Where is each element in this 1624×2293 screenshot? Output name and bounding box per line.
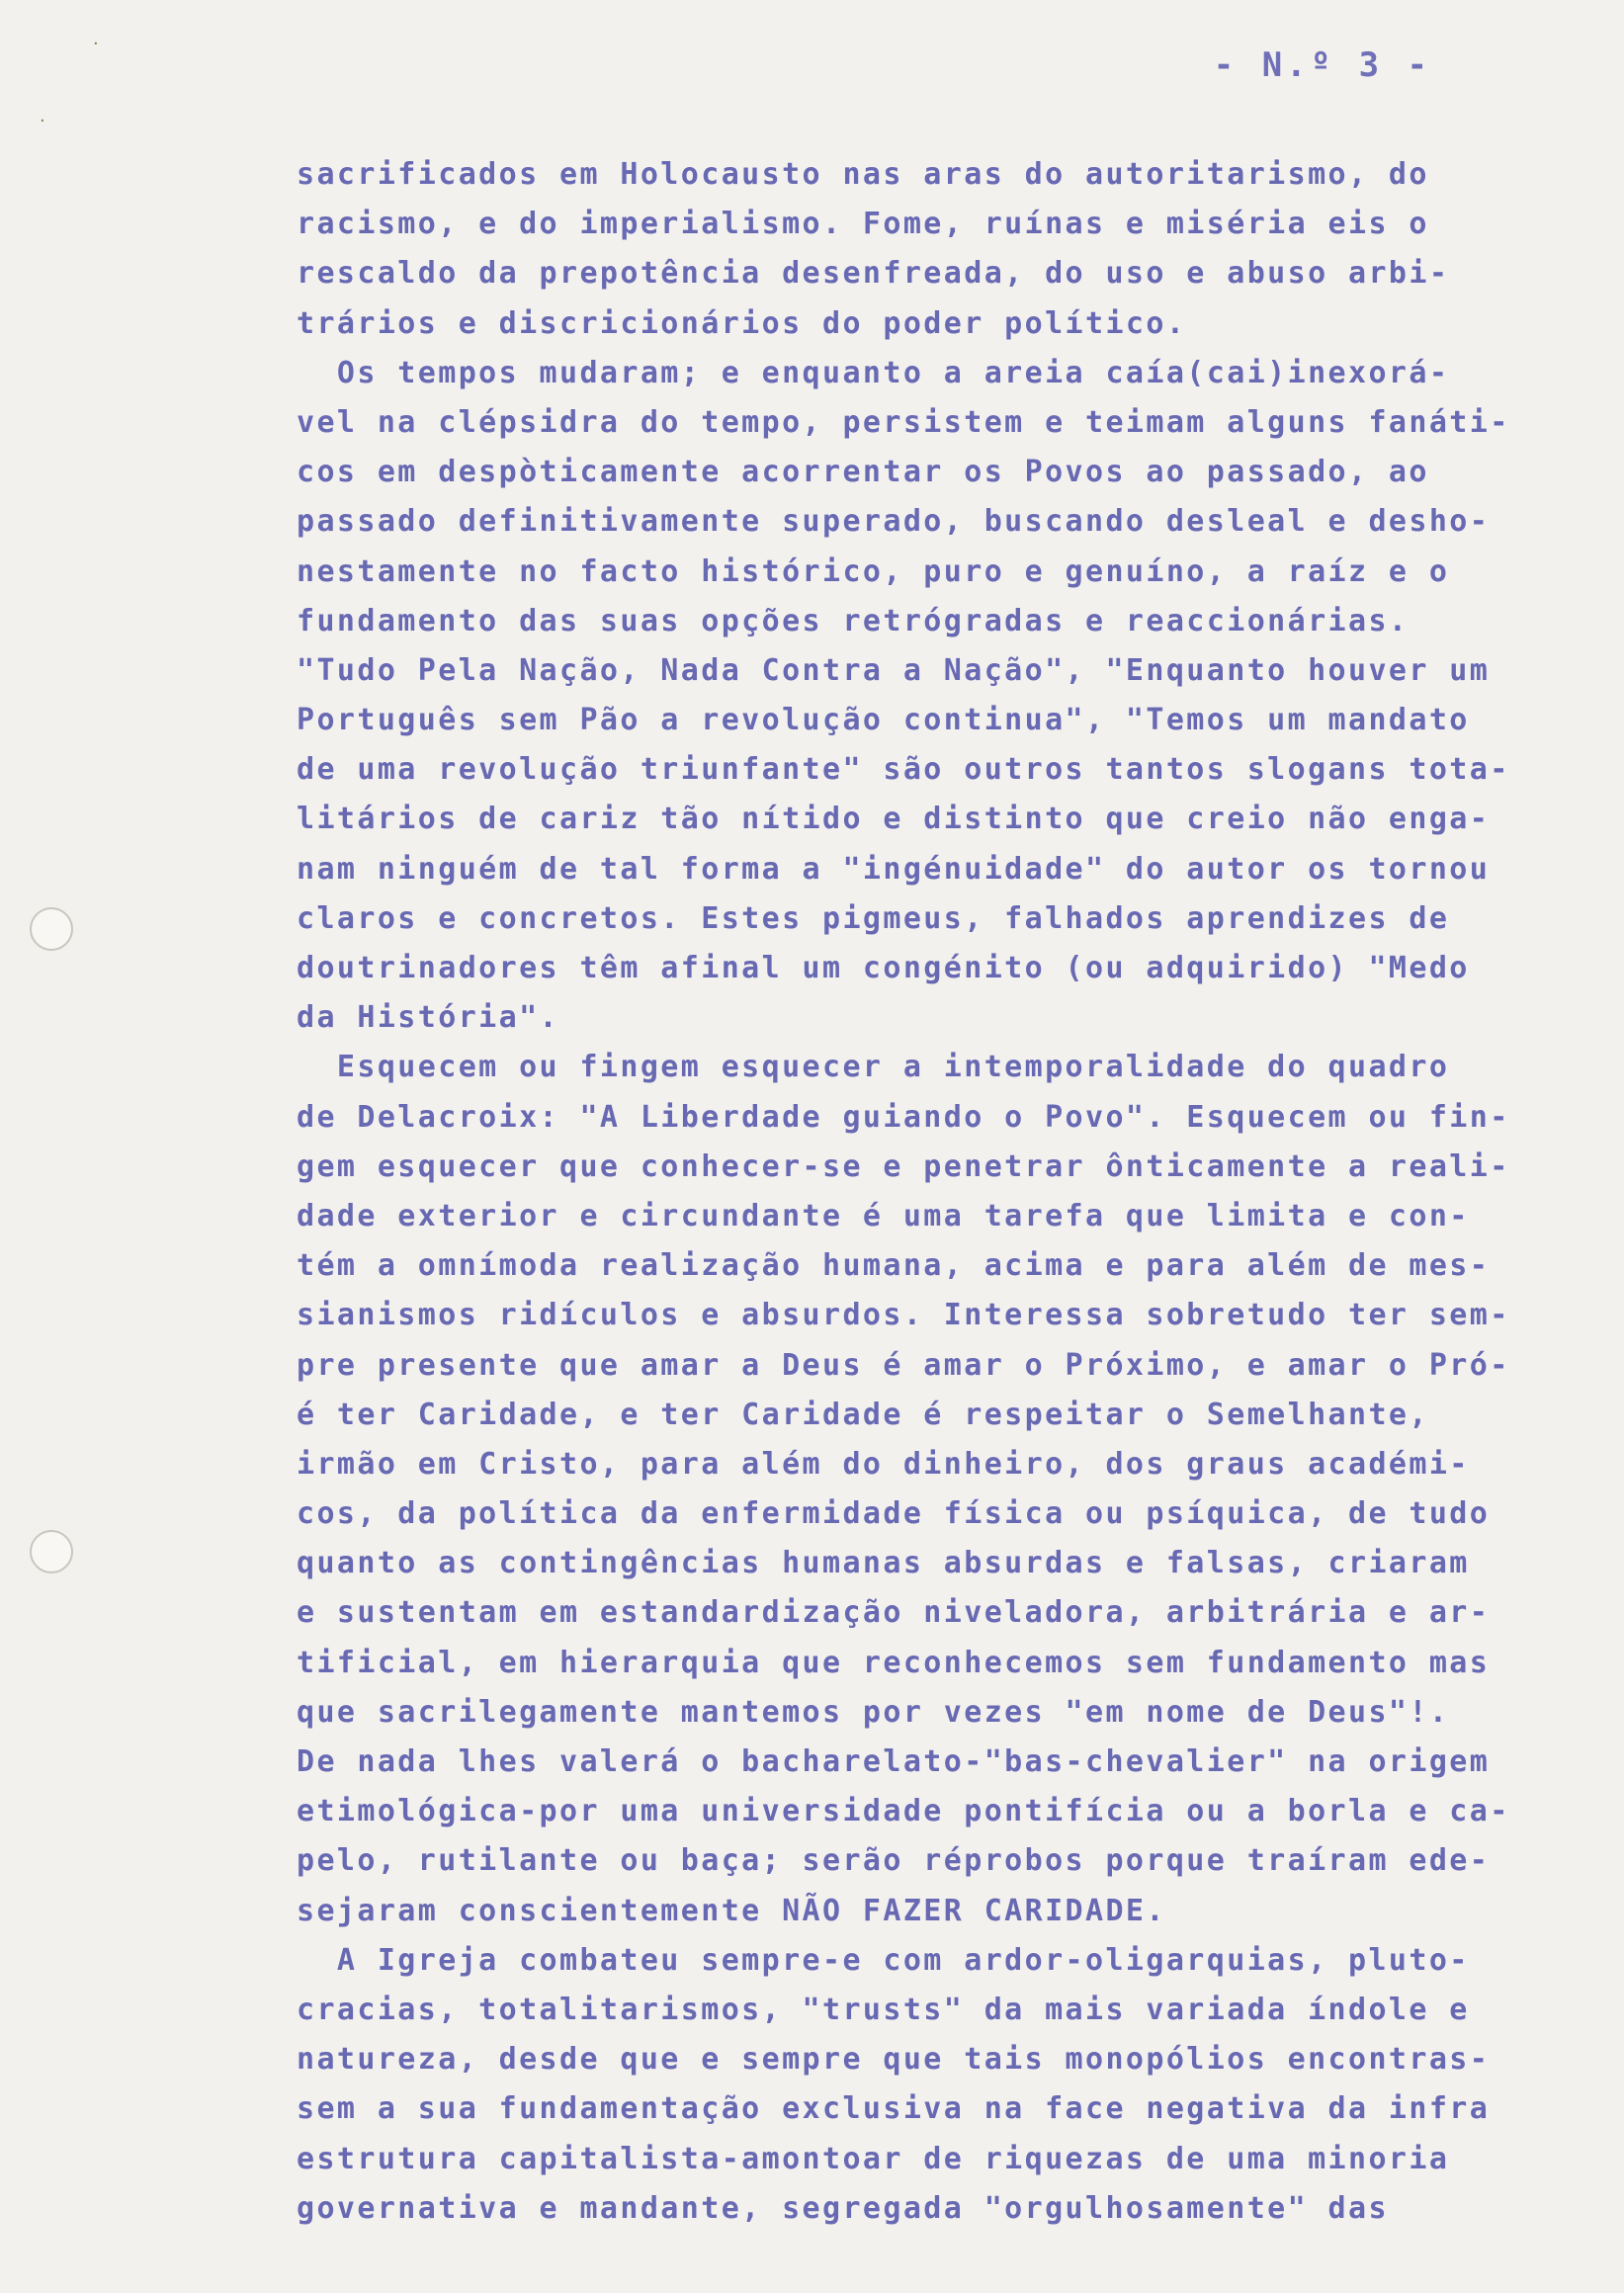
text-line: racismo, e do imperialismo. Fome, ruínas e miséria eis o xyxy=(297,207,1429,242)
text-line: trários e discricionários do poder político. xyxy=(297,305,1187,341)
text-line: rescaldo da prepotência desenfreada, do uso e abuso arbi- xyxy=(297,256,1450,292)
text-line: vel na clépsidra do tempo, persistem e teimam alguns fanáti- xyxy=(297,404,1510,440)
text-line: é ter Caridade, e ter Caridade é respeitar o Semelhante, xyxy=(297,1397,1429,1432)
text-line: Os tempos mudaram; e enquanto a areia caía(cai)inexorá- xyxy=(297,355,1450,390)
text-line: sacrificados em Holocausto nas aras do autoritarismo, do xyxy=(297,157,1429,192)
text-line: Português sem Pão a revolução continua", "Temos um mandato xyxy=(297,703,1470,738)
text-line: fundamento das suas opções retrógradas e reaccionárias. xyxy=(297,603,1410,638)
text-line: natureza, desde que e sempre que tais monopólios encontras- xyxy=(297,2042,1491,2078)
text-line: passado definitivamente superado, buscando desleal e desho- xyxy=(297,504,1491,540)
text-line: sem a sua fundamentação exclusiva na face negativa da infra xyxy=(297,2091,1491,2127)
punch-hole xyxy=(30,1530,73,1573)
paper-speck: · xyxy=(93,34,99,54)
text-line: tificial, em hierarquia que reconhecemos sem fundamento mas xyxy=(297,1645,1491,1680)
punch-hole xyxy=(30,907,73,951)
text-line: doutrinadores têm afinal um congénito (ou adquirido) "Medo xyxy=(297,951,1470,985)
text-line: litários de cariz tão nítido e distinto que creio não enga- xyxy=(297,802,1491,837)
typescript-body xyxy=(297,150,1512,2234)
page-number: - N.º 3 - xyxy=(1213,45,1431,85)
text-line: estrutura capitalista-amontoar de riquezas de uma minoria xyxy=(297,2141,1450,2176)
text-line: pelo, rutilante ou baça; serão réprobos porque traíram ede- xyxy=(297,1843,1491,1879)
text-line: nestamente no facto histórico, puro e genuíno, a raíz e o xyxy=(297,553,1450,589)
text-line: irmão em Cristo, para além do dinheiro, dos graus académi- xyxy=(297,1446,1470,1482)
text-line: De nada lhes valerá o bacharelato-"bas-chevalier" na origem xyxy=(297,1744,1491,1779)
text-line: e sustentam em estandardização niveladora, arbitrária e ar- xyxy=(297,1595,1491,1631)
text-line: gem esquecer que conhecer-se e penetrar ônticamente a reali- xyxy=(297,1148,1510,1184)
text-line: de Delacroix: "A Liberdade guiando o Povo". Esquecem ou fin- xyxy=(297,1099,1510,1135)
text-line: sejaram conscientemente NÃO FAZER CARIDADE. xyxy=(297,1893,1166,1928)
text-line: cos em despòticamente acorrentar os Povos ao passado, ao xyxy=(297,455,1429,490)
text-line: A Igreja combateu sempre-e com ardor-oligarquias, pluto- xyxy=(297,1942,1470,1978)
text-line: etimológica-por uma universidade pontifícia ou a borla e ca- xyxy=(297,1794,1510,1829)
text-line: que sacrilegamente mantemos por vezes "em nome de Deus"!. xyxy=(297,1694,1450,1730)
text-line: dade exterior e circundante é uma tarefa que limita e con- xyxy=(297,1198,1470,1233)
paper-speck: · xyxy=(40,111,45,131)
text-line: quanto as contingências humanas absurdas e falsas, criaram xyxy=(297,1546,1470,1581)
text-line: pre presente que amar a Deus é amar o Próximo, e amar o Pró- xyxy=(297,1347,1510,1383)
text-line: de uma revolução triunfante" são outros tantos slogans tota- xyxy=(297,752,1510,788)
text-line: nam ninguém de tal forma a "ingénuidade" do autor os tornou xyxy=(297,851,1491,887)
text-line: governativa e mandante, segregada "orgulhosamente" das xyxy=(297,2190,1389,2226)
text-line: da História". xyxy=(297,1000,559,1036)
text-line: tém a omnímoda realização humana, acima e para além de mes- xyxy=(297,1248,1491,1284)
text-line: Esquecem ou fingem esquecer a intemporalidade do quadro xyxy=(297,1050,1450,1085)
text-line: sianismos ridículos e absurdos. Interessa sobretudo ter sem- xyxy=(297,1298,1510,1333)
text-line: claros e concretos. Estes pigmeus, falhados aprendizes de xyxy=(297,900,1450,936)
text-line: cracias, totalitarismos, "trusts" da mais variada índole e xyxy=(297,1992,1470,2027)
text-line: "Tudo Pela Nação, Nada Contra a Nação", "Enquanto houver um xyxy=(297,652,1491,688)
text-line: cos, da política da enfermidade física ou psíquica, de tudo xyxy=(297,1496,1491,1532)
